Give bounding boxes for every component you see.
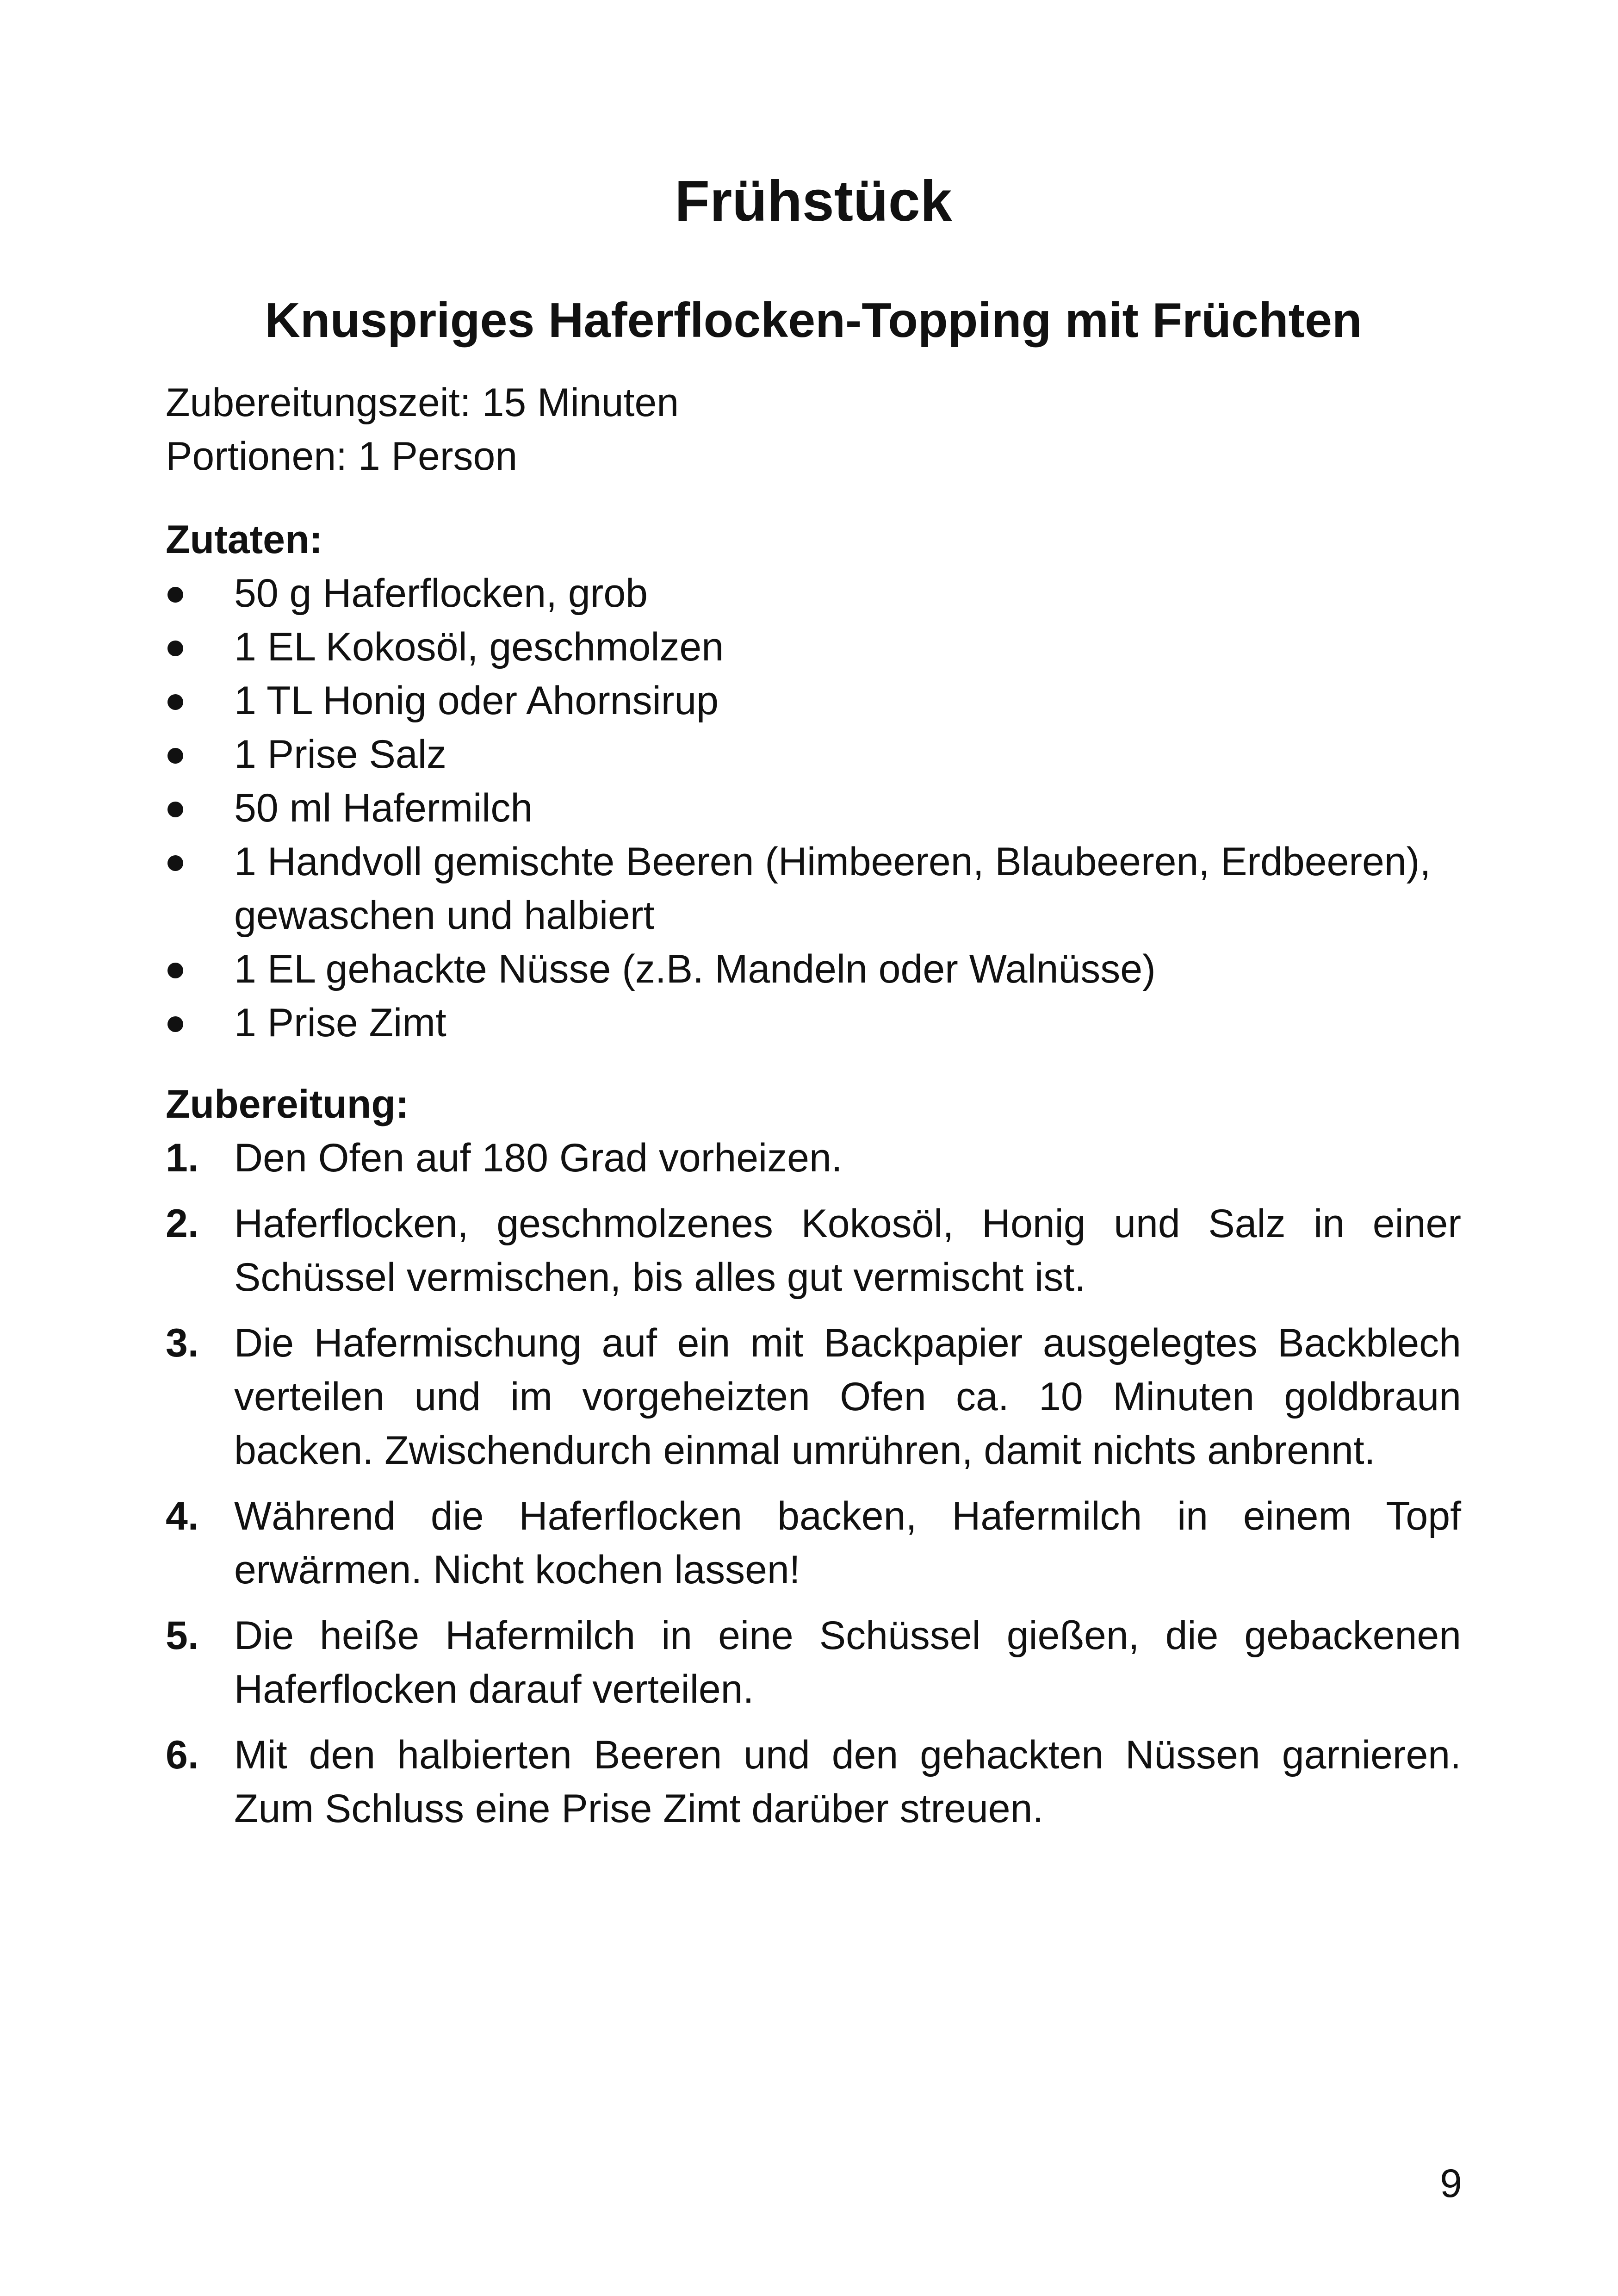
page-number: 9 <box>1440 2161 1462 2206</box>
ingredient-text: 1 EL Kokosöl, geschmolzen <box>234 625 724 669</box>
bullet-icon <box>167 641 183 656</box>
bullet-icon <box>167 963 183 978</box>
chapter-title: Frühstück <box>675 169 952 233</box>
recipe-meta <box>166 376 1461 483</box>
ingredient-text: 1 Prise Salz <box>234 732 446 777</box>
ingredient-item <box>166 620 1461 674</box>
ingredient-text: 1 Prise Zimt <box>234 1001 446 1045</box>
prep-time: Zubereitungszeit: 15 Minuten <box>166 380 679 425</box>
ingredient-text: 1 TL Honig oder Ahornsirup <box>234 678 719 723</box>
bullet-icon <box>167 1016 183 1032</box>
bullet-icon <box>167 694 183 710</box>
ingredient-item <box>166 781 1461 835</box>
ingredient-item <box>166 566 1461 620</box>
bullet-icon <box>167 855 183 871</box>
ingredient-text: 50 g Haferflocken, grob <box>234 571 648 616</box>
step-number: 1. <box>166 1136 199 1180</box>
ingredient-text: 1 Handvoll gemischte Beeren (Himbeeren, Blaubeeren, Erdbeeren), gewaschen und halbiert <box>234 840 1431 938</box>
step-text: Während die Haferflocken backen, Hafermilch in einem Topf erwärmen. Nicht kochen lassen! <box>234 1494 1461 1592</box>
step-text: Die Hafermischung auf ein mit Backpapier ausgelegtes Backblech verteilen und im vorgeheizten Ofen ca. 10 Minuten goldbraun backen. Zwischendurch einmal umrühren, damit nichts anbrennt. <box>234 1321 1461 1473</box>
step-number: 4. <box>166 1494 199 1538</box>
step-item <box>166 1316 1461 1477</box>
step-text: Die heiße Hafermilch in eine Schüssel gießen, die gebackenen Haferflocken darauf verteilen. <box>234 1613 1461 1711</box>
ingredient-text: 50 ml Hafermilch <box>234 786 533 830</box>
ingredient-item <box>166 835 1461 942</box>
step-item <box>166 1609 1461 1716</box>
step-item <box>166 1131 1461 1185</box>
step-item <box>166 1489 1461 1597</box>
steps-list <box>166 1131 1461 1836</box>
step-number: 5. <box>166 1613 199 1658</box>
step-text: Den Ofen auf 180 Grad vorheizen. <box>234 1136 843 1180</box>
ingredient-item <box>166 728 1461 781</box>
ingredients-section <box>166 513 1461 1050</box>
step-item <box>166 1197 1461 1304</box>
step-number: 3. <box>166 1321 199 1365</box>
ingredient-text: 1 EL gehackte Nüsse (z.B. Mandeln oder Walnüsse) <box>234 947 1156 991</box>
preparation-heading: Zubereitung: <box>166 1082 409 1126</box>
step-number: 2. <box>166 1201 199 1246</box>
step-item <box>166 1728 1461 1836</box>
bullet-icon <box>167 587 183 603</box>
step-text: Mit den halbierten Beeren und den gehackten Nüssen garnieren. Zum Schluss eine Prise Zimt darüber streuen. <box>234 1733 1461 1831</box>
bullet-icon <box>167 802 183 817</box>
recipe-title: Knuspriges Haferflocken-Topping mit Früchten <box>265 293 1362 348</box>
ingredient-item <box>166 942 1461 996</box>
ingredient-item <box>166 996 1461 1050</box>
step-number: 6. <box>166 1733 199 1777</box>
step-text: Haferflocken, geschmolzenes Kokosöl, Honig und Salz in einer Schüssel vermischen, bis alles gut vermischt ist. <box>234 1201 1461 1300</box>
ingredient-item <box>166 674 1461 728</box>
bullet-icon <box>167 748 183 764</box>
servings: Portionen: 1 Person <box>166 434 518 479</box>
ingredients-list <box>166 566 1461 1050</box>
preparation-section <box>166 1077 1461 1848</box>
ingredients-heading: Zutaten: <box>166 517 323 562</box>
